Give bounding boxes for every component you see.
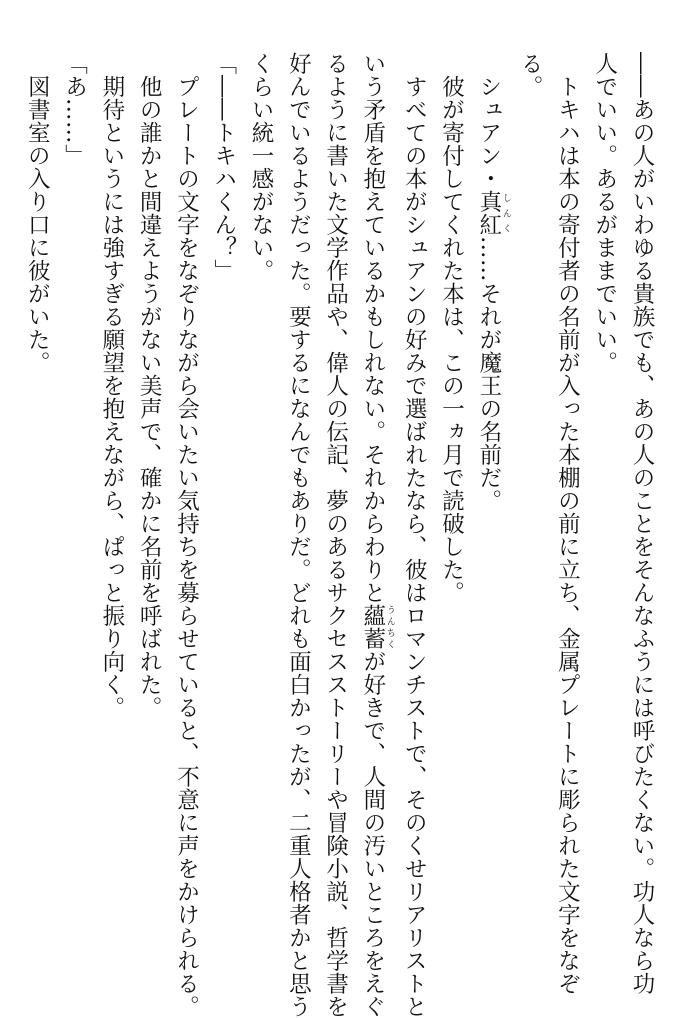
- ruby-unchiku-base: 蘊蓄: [359, 604, 386, 650]
- text-line-17: 図書室の入り口に彼がいた。: [24, 52, 51, 374]
- text-line-15: 期待というには強すぎる願望を抱えながら、ぱっと振り向く。: [98, 52, 125, 719]
- text-line-4: る。: [517, 52, 544, 98]
- text-line-13: プレートの文字をなぞりながら会いたい気持ちを募らせていると、不意に声をかけられる。: [173, 52, 200, 1018]
- text-line-3: トキハは本の寄付者の名前が入った本棚の前に立ち、金属プレートに彫られた文字をなぞ: [554, 52, 581, 995]
- text-line-11: くらい統一感がない。: [248, 52, 275, 282]
- ruby-unchiku-reading: うんちく: [384, 604, 395, 650]
- text-line-1: ――あの人がいわゆる貴族でも、あの人のことをそんなふうには呼びたくない。功人なら功: [629, 52, 655, 995]
- text-line-8-end: が好きで、人間の汚いところをえぐ: [359, 650, 386, 1018]
- text-line-8-start: いう矛盾を抱えているかもしれない。それからわりと: [359, 52, 386, 604]
- text-line-10: 好んでいるようだった。要するになんでもありだ。どれも面白かったが、二重人格者かと思う: [285, 52, 312, 1018]
- text-line-5-end: ……それが魔王の名前だ。: [475, 236, 502, 512]
- text-line-9: るように書いた文学作品や、偉人の伝記、夢のあるサクセスストーリーや冒険小説、哲学書を: [322, 52, 349, 1018]
- vertical-text-body: [18, 52, 660, 1018]
- text-line-14: 他の誰かと間違えようがない美声で、確かに名前を呼ばれた。: [136, 52, 163, 719]
- text-line-2: 人でいい。あるがままでいい。: [591, 52, 618, 374]
- ruby-shinku-base: 真紅: [475, 190, 502, 236]
- text-line-5: [470, 52, 511, 972]
- text-line-8: [354, 52, 395, 1018]
- text-line-7: すべての本がシュアンの好みで選ばれたなら、彼はロマンチストで、そのくせリアリストと: [401, 52, 428, 1018]
- text-line-16: 「あ……」: [61, 52, 88, 167]
- text-line-12: 「――トキハくん？」: [210, 52, 237, 282]
- ruby-shinku: [475, 190, 511, 236]
- text-line-6: 彼が寄付してくれた本は、この一ヵ月で読破した。: [438, 52, 465, 604]
- ruby-unchiku: [359, 604, 395, 650]
- text-line-5-start: シュアン・: [475, 52, 502, 190]
- ruby-shinku-reading: しんく: [500, 190, 511, 236]
